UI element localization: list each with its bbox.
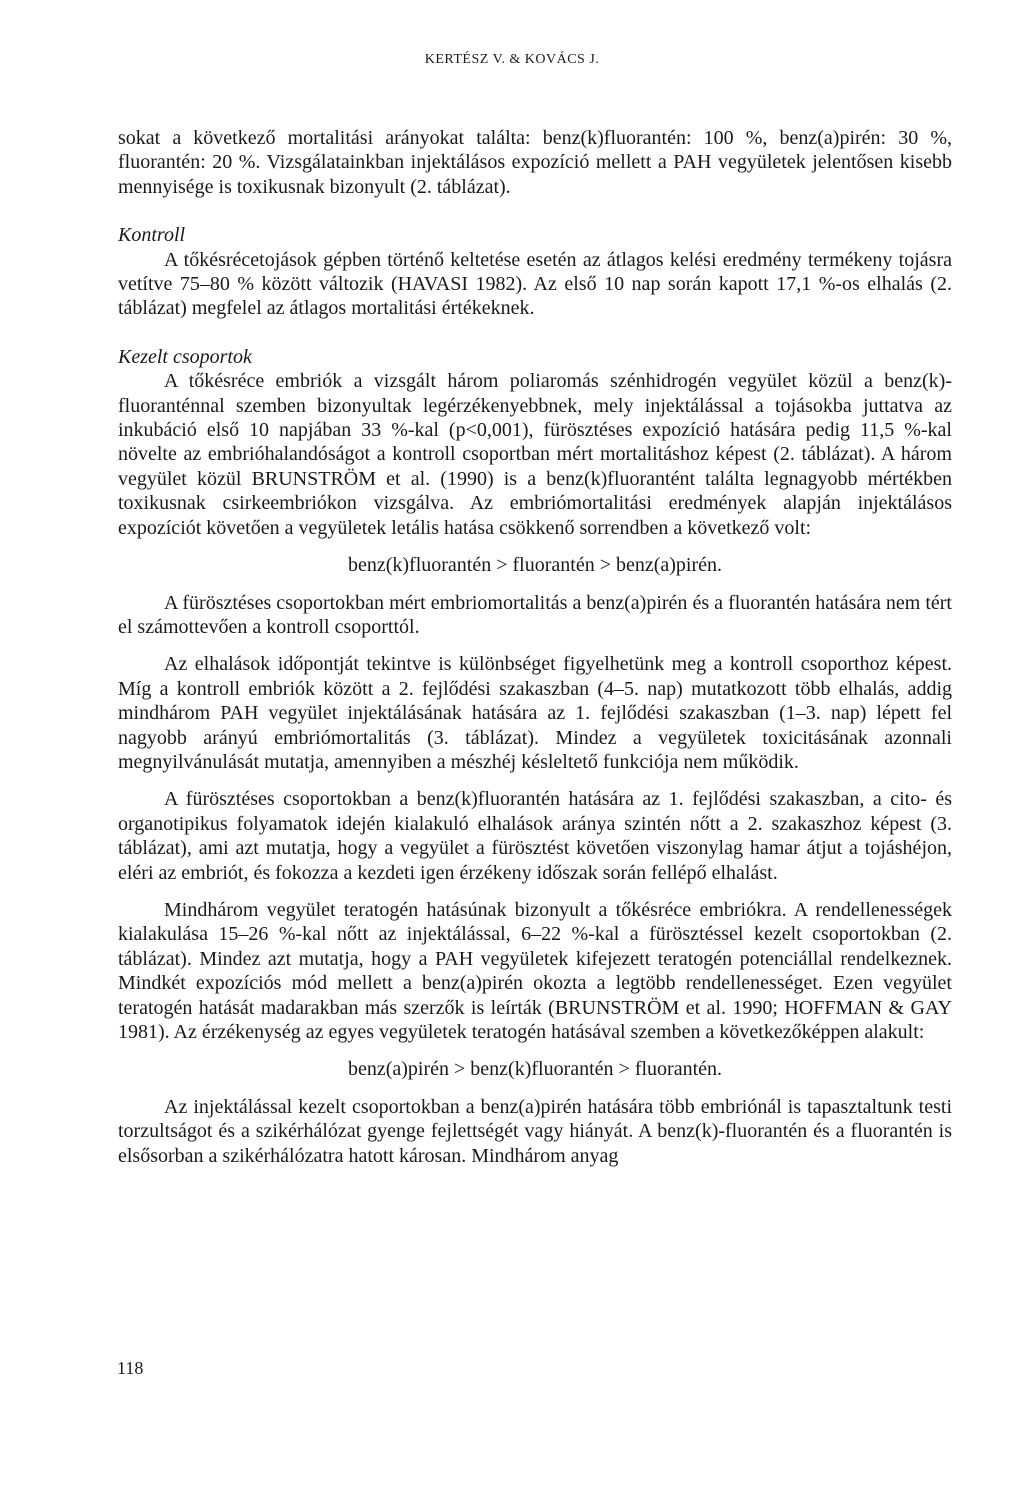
text-run: A tőkésréce embriók a vizsgált három poliaromás szénhidrogén vegyület közül a benz(k)-fluoranténnal szemben bizonyultak legérzékenyebbnek, mely injektálással a tojásokba juttatva az inkubáció első 10 napjában 33 %-kal (p<0,001), fürösztéses expozíció hatására pedig 11,5 %-kal növelte az embrióhalandóságot a kontroll csoportban mért mortalitáshoz képest (2. táblázat). A három vegyület közül (118, 370, 952, 490)
text-run: et al. (1990) is a benz(k)fluorantént találta legnagyobb mértékben toxikusnak csirkeembriókon vizsgálva. Az embriómortalitási eredmények alapján injektálásos expozíciót követően a vegyületek letális hatása csökkenő sorrendben a következő volt: (118, 467, 952, 539)
text-run: et al. 1990; (679, 996, 785, 1019)
author-name: GAY (910, 996, 952, 1019)
paragraph-kontroll (118, 248, 952, 321)
author-name: BRUNSTRÖM (251, 467, 377, 490)
text-run: 1981). Az érzékenység az egyes vegyületek teratogén hatásával szemben a következőképpen alakult: (118, 1021, 925, 1043)
page-number: 118 (117, 1358, 144, 1378)
section-heading-kontroll: Kontroll (118, 224, 186, 247)
author-name: HAVASI (397, 273, 469, 296)
text-run: 1982). Az első 10 nap során kapott 17,1 %-os elhalás (2. táblázat) megfelel az átlagos mortalitási értékeknek. (118, 273, 952, 320)
paragraph-malformations: Az injektálással kezelt csoportokban a benz(a)pirén hatására több embriónál is tapasztaltunk testi torzultságot és a szikérhálózat gyenge fejlettségét vagy hiányát. A benz(k)-fluorantén és a fluorantén is elsősorban a szikérhálózatra hatott károsan. Mindhárom anyag (118, 1095, 952, 1167)
paragraph-intro: sokat a következő mortalitási arányokat találta: benz(k)fluorantén: 100 %, benz(a)pirén: 30 %, fluorantén: 20 %. Vizsgálatainkban injektálásos expozíció mellett a PAH vegyületek jelentősen kisebb mennyisége is toxikusnak bizonyult (2. táblázat). (118, 127, 952, 198)
text-run: Mindhárom vegyület teratogén hatásúnak bizonyult a tőkésréce embriókra. A rendellenességek kialakulása 15–26 %-kal nőtt az injektálással, 6–22 %-kal a fürösztéssel kezelt csoportokban (2. táblázat). Mindez azt mutatja, hogy a PAH vegyületek kifejezett teratogén potenciállal rendelkeznek. Mindkét expozíciós mód mellett a benz(a)pirén okozta a legtöbb rendellenességet. Ezen vegyület teratogén hatását madarakban más szerzők is leírták ( (118, 898, 952, 1019)
paragraph-bathing-bkf: A fürösztéses csoportokban a benz(k)fluorantén hatására az 1. fejlődési szakaszban, a cito- és organotipikus folyamatok idején kialakuló elhalások aránya szintén nőtt a 2. szakaszhoz képest (3. táblázat), ami azt mutatja, hogy a vegyület a fürösztést követően viszonylag hamar átjut a tojáshéjon, eléri az embriót, és fokozza a kezdeti igen érzékeny időszak során fellépő elhalást. (118, 788, 952, 884)
ranking-formula-lethality: benz(k)fluorantén > fluorantén > benz(a)pirén. (347, 554, 723, 577)
ranking-formula-teratogenicity: benz(a)pirén > benz(k)fluorantén > fluorantén. (347, 1058, 723, 1081)
section-heading-kezelt-csoportok: Kezelt csoportok (118, 345, 252, 368)
paragraph-treated-groups (118, 369, 952, 540)
paragraph-bathing-groups: A fürösztéses csoportokban mért embriomortalitás a benz(a)pirén és a fluorantén hatására nem tért el számottevően a kontroll csoporttól. (118, 591, 952, 638)
text-run: & (882, 996, 911, 1019)
text-run: A tőkésrécetojások gépben történő keltetése esetén az átlagos kelési eredmény termékeny tojásra vetítve 75–80 % között változik ( (118, 248, 952, 296)
running-header: KERTÉSZ V. & KOVÁCS J. (424, 52, 600, 67)
author-name: HOFFMAN (784, 996, 883, 1019)
paragraph-timing: Az elhalások időpontját tekintve is különbséget figyelhetünk meg a kontroll csoporthoz képest. Míg a kontroll embriók között a 2. fejlődési szakaszban (4–5. nap) mutatkozott több elhalás, addig mindhárom PAH vegyület injektálásának hatására az 1. fejlődési szakaszban (1–3. nap) lépett fel nagyobb arányú embriómortalitás (3. táblázat). Mindez a vegyületek toxicitásának azonnali megnyilvánulását mutatja, amennyiben a mészhéj késleltető funkciója nem működik. (118, 653, 952, 773)
author-name: BRUNSTRÖM (554, 996, 680, 1019)
paragraph-teratogenic (118, 898, 952, 1044)
body-text (118, 126, 952, 1168)
